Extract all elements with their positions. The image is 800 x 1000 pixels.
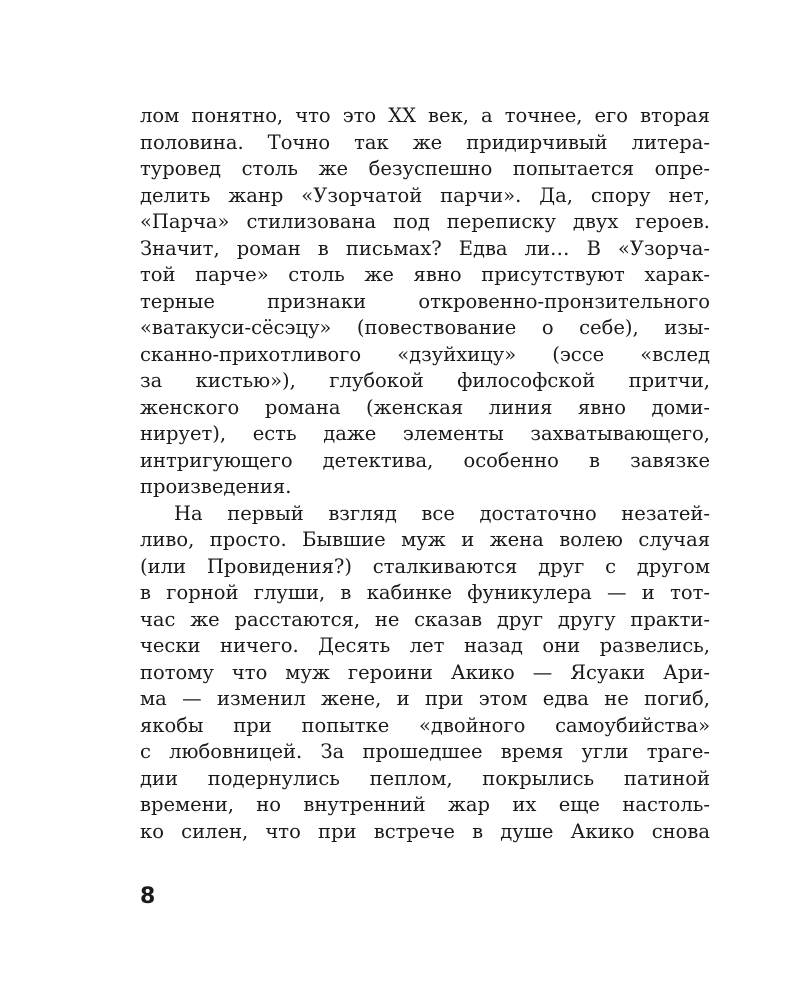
text-line: произведения. bbox=[140, 475, 292, 498]
text-line: час же расстаются, не сказав друг другу практи- bbox=[140, 607, 710, 631]
text-line: якобы при попытке «двойного самоубийства» bbox=[140, 713, 710, 737]
text-line: сканно-прихотливого «дзуйхицу» (эссе «вслед bbox=[140, 342, 710, 366]
text-line: туровед столь же безуспешно попытается опре- bbox=[140, 157, 710, 180]
paragraph-2 bbox=[140, 501, 710, 846]
text-line: чески ничего. Десять лет назад они развелись, bbox=[140, 634, 710, 657]
text-line: ливо, просто. Бывшие муж и жена волею случая bbox=[140, 528, 710, 551]
text-line: дии подернулись пеплом, покрылись патиной bbox=[140, 766, 710, 790]
body-text bbox=[140, 103, 710, 845]
text-line: ко силен, что при встрече в душе Акико снова bbox=[140, 819, 710, 843]
text-line: времени, но внутренний жар их еще настоль- bbox=[140, 793, 710, 816]
text-line: терные признаки откровенно-пронзительного bbox=[140, 289, 710, 313]
page-number: 8 bbox=[140, 884, 156, 909]
text-line: женского романа (женская линия явно доми- bbox=[140, 395, 710, 419]
text-line: «Парча» стилизована под переписку двух героев. bbox=[140, 210, 710, 233]
text-line: в горной глуши, в кабинке фуникулера — и тот- bbox=[140, 581, 710, 604]
text-line: На первый взгляд все достаточно незатей- bbox=[174, 501, 710, 525]
text-line: (или Провидения?) сталкиваются друг с другом bbox=[140, 554, 710, 578]
text-line: делить жанр «Узорчатой парчи». Да, спору нет, bbox=[140, 183, 710, 207]
text-line: лом понятно, что это XX век, а точнее, его вторая bbox=[140, 104, 710, 127]
text-line: интригующего детектива, особенно в завязке bbox=[140, 448, 710, 472]
text-line: той парче» столь же явно присутствуют харак- bbox=[140, 263, 710, 286]
text-line: Значит, роман в письмах? Едва ли… В «Узорча- bbox=[140, 236, 710, 260]
text-line: ма — изменил жене, и при этом едва не погиб, bbox=[140, 687, 710, 710]
text-line: половина. Точно так же придирчивый литера- bbox=[140, 130, 710, 154]
text-line: нирует), есть даже элементы захватывающего, bbox=[140, 422, 710, 445]
text-line: «ватакуси-сёсэцу» (повествование о себе), изы- bbox=[140, 316, 710, 339]
paragraph-1 bbox=[140, 103, 710, 501]
text-line: за кистью»), глубокой философской притчи, bbox=[140, 369, 710, 392]
text-line: с любовницей. За прошедшее время угли траге- bbox=[140, 740, 710, 763]
text-line: потому что муж героини Акико — Ясуаки Ари- bbox=[140, 660, 710, 684]
